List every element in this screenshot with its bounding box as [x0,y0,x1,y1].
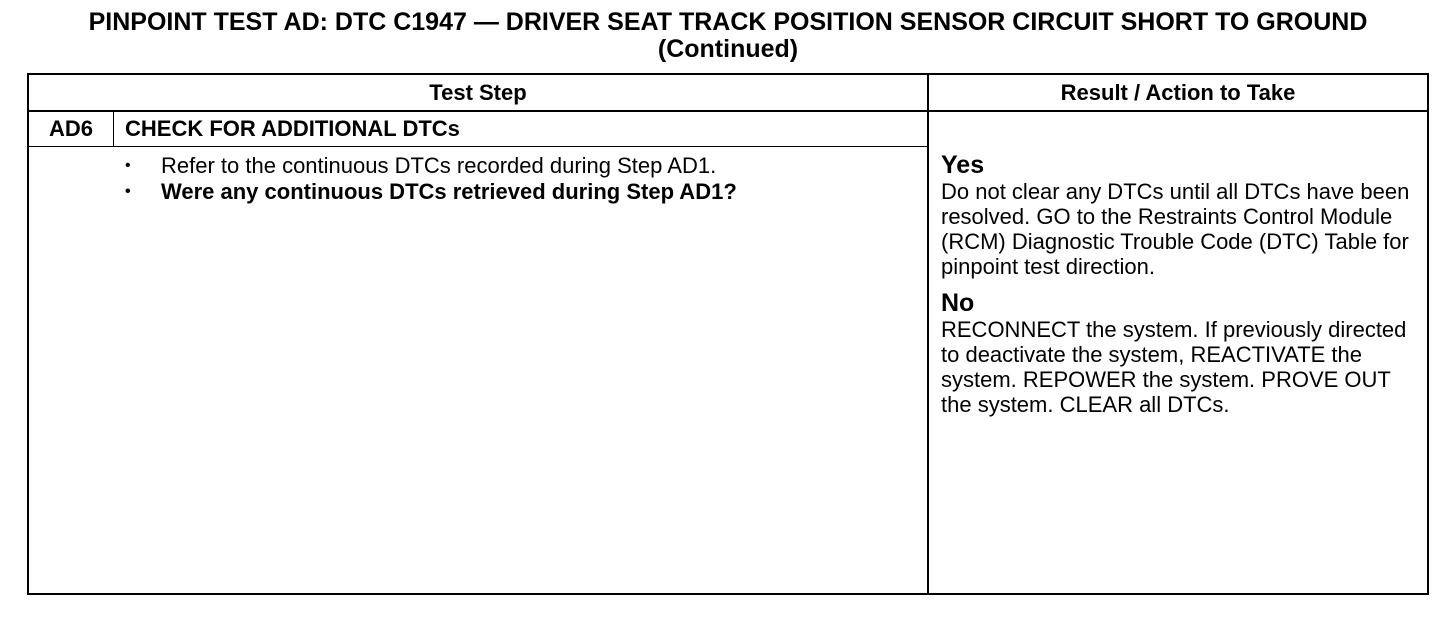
instruction-item [121,153,921,179]
step-instructions [121,153,921,205]
page-title: PINPOINT TEST AD: DTC C1947 — DRIVER SEAT TRACK POSITION SENSOR CIRCUIT SHORT TO GROUND (Continued) [88,8,1368,63]
pinpoint-test-table [27,73,1429,595]
header-test-step: Test Step [429,80,527,105]
step-id: AD6 [48,116,93,141]
yes-action-text: Do not clear any DTCs until all DTCs have been resolved. GO to the Restraints Control Module (RCM) Diagnostic Trouble Code (DTC) Table for pinpoint test direction. [941,179,1410,279]
bullet-icon: • [125,183,131,200]
no-action-text: RECONNECT the system. If previously directed to deactivate the system, REACTIVATE the system. REPOWER the system. PROVE OUT the system. CLEAR all DTCs. [941,317,1407,417]
question-item [121,179,921,205]
column-divider [927,75,929,593]
step-id-divider [113,111,114,147]
yes-label: Yes [941,151,985,179]
no-label: No [941,289,975,317]
step-title: CHECK FOR ADDITIONAL DTCs [125,116,460,141]
header-result-action: Result / Action to Take [1060,80,1296,105]
bullet-icon: • [125,157,131,174]
result-actions [941,151,1427,427]
instruction-text: Refer to the continuous DTCs recorded during Step AD1. [161,153,717,178]
question-text: Were any continuous DTCs retrieved during Step AD1? [161,179,737,204]
